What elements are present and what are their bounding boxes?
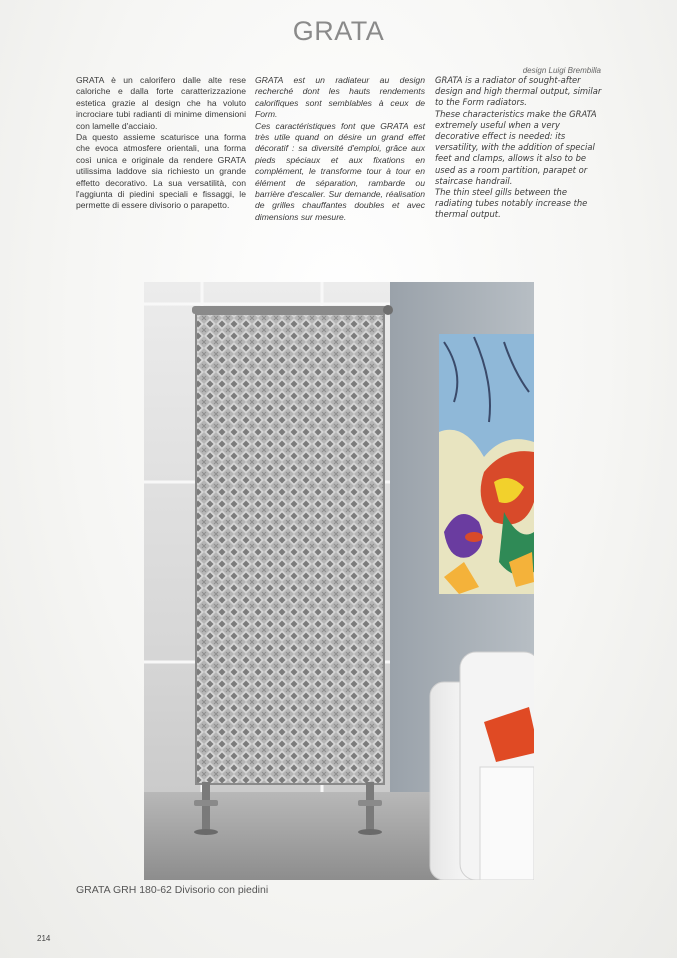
english-paragraph: The thin steel gills between the radiating tubes notably increase the thermal output.	[435, 187, 588, 220]
designer-credit: design Luigi Brembilla	[522, 66, 601, 75]
italian-paragraph: GRATA è un calorifero dalle alte rese caloriche e dalla forte caratterizzazione estetica grazie al design che ha voluto incrociare tubi radianti di minime dimensioni con lamelle d'acciaio.	[76, 75, 246, 131]
english-paragraph: GRATA is a radiator of sought-after design and high thermal output, similar to the Form radiators.	[435, 75, 602, 108]
italian-paragraph: Da questo assieme scaturisce una forma che evoca atmosfere orientali, una forma così unica e originale da rendere GRATA utilissima laddove sia richiesto un grande effetto decorativo. La sua versatilità, con l'aggiunta di piedini speciali e fissaggi, le permette di essere divisorio o parapetto.	[76, 132, 246, 211]
french-paragraph: GRATA est un radiateur au design recherché dont les hauts rendements calorifiques sont semblables à ceux de Form.	[255, 75, 425, 120]
page-number: 214	[37, 934, 51, 943]
foot-shadow	[358, 829, 382, 835]
photo-caption: GRATA GRH 180-62 Divisorio con piedini	[76, 884, 269, 896]
page-title: GRATA	[292, 16, 385, 46]
foot-clamp	[358, 800, 382, 806]
french-text-column	[255, 75, 425, 223]
white-sofa	[430, 652, 534, 880]
foot-clamp	[194, 800, 218, 806]
radiator-lattice-panel	[196, 314, 384, 784]
product-photo	[144, 282, 534, 880]
french-paragraph: Ces caractéristiques font que GRATA est très utile quand on désire un grand effet décoratif : sa diversité d'emploi, grâce aux pieds spéciaux et aux fixations en complément, le transforme tour à tour en élément de séparation, rambarde ou barrière d'escalier. Sur demande, réalisation de grilles chauffantes doubles et avec dimensions sur mesure.	[255, 120, 425, 222]
italian-text-column	[76, 75, 246, 212]
english-text-column	[435, 75, 605, 221]
foot-shadow	[194, 829, 218, 835]
radiator-top-rail	[192, 306, 388, 314]
english-paragraph: These characteristics make the GRATA extremely useful when a very decorative effect is needed: its versatility, with the addition of special feet and clamps, allows it also to be used as a room partition, parapet or staircase handrail.	[435, 108, 597, 186]
wall-painting	[439, 334, 534, 594]
